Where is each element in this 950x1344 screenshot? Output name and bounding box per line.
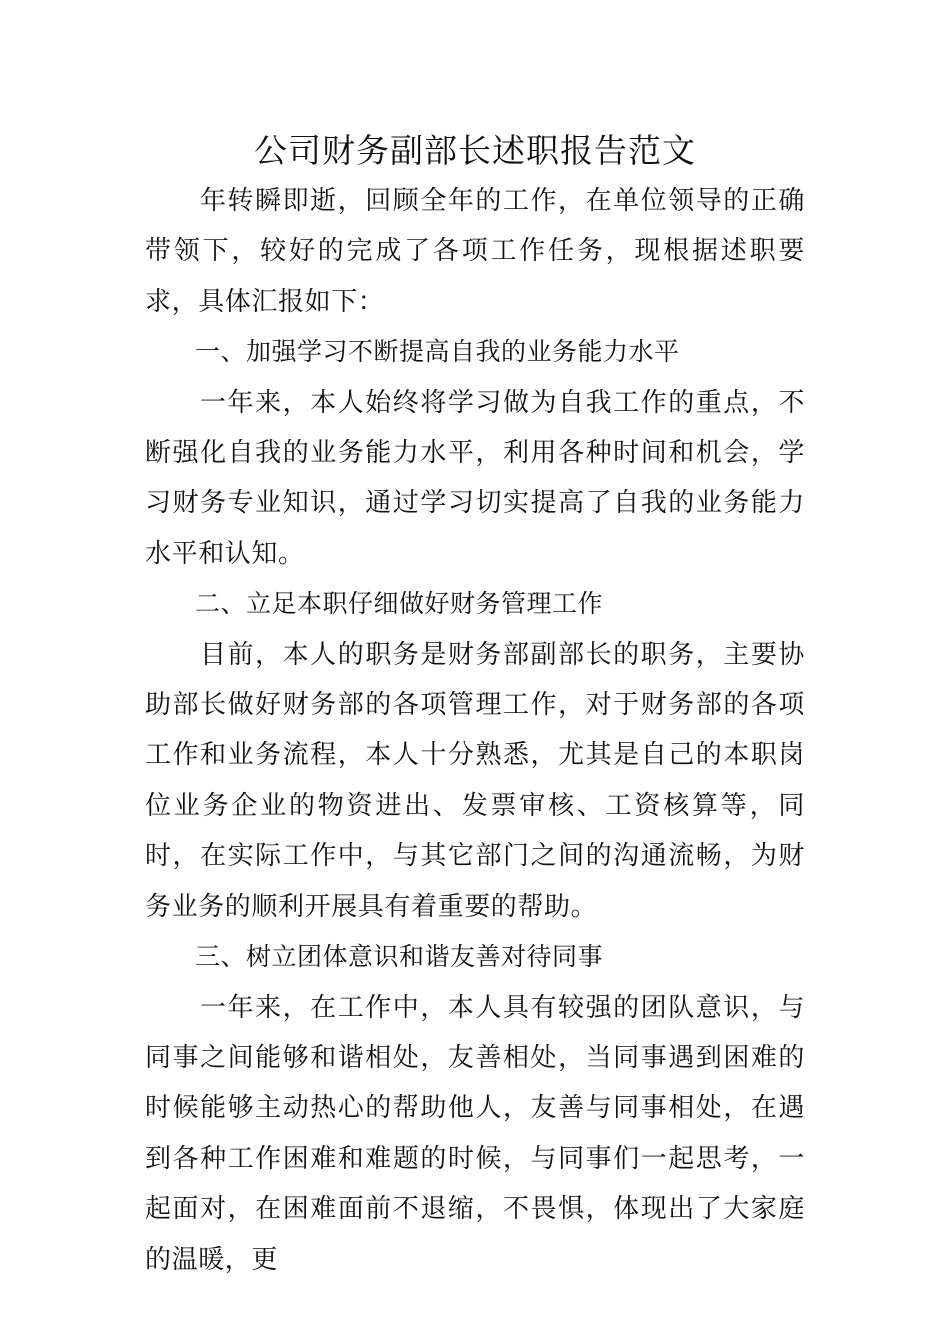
section-3-heading: 三、树立团体意识和谐友善对待同事 bbox=[195, 942, 604, 972]
section-2-paragraph: 目前，本人的职务是财务部副部长的职务，主要协助部长做好财务部的各项管理工作，对于财务部的各项工作和业务流程，本人十分熟悉，尤其是自己的本职岗位业务企业的物资进出、发票审核、工资核算等，同时，在实际工作中，与其它部门之间的沟通流畅，为财务业务的顺利开展具有着重要的帮助。 bbox=[145, 639, 805, 922]
document-body bbox=[145, 176, 805, 1285]
section-1-paragraph: 一年来，本人始终将学习做为自我工作的重点，不断强化自我的业务能力水平，利用各种时间和机会，学习财务专业知识，通过学习切实提高了自我的业务能力水平和认知。 bbox=[145, 387, 805, 569]
document-title: 公司财务副部长述职报告范文 bbox=[254, 131, 696, 170]
section-1-heading: 一、加强学习不断提高自我的业务能力水平 bbox=[195, 337, 680, 367]
section-3-paragraph: 一年来，在工作中，本人具有较强的团队意识，与同事之间能够和谐相处，友善相处，当同事遇到困难的时候能够主动热心的帮助他人，友善与同事相处，在遇到各种工作困难和难题的时候，与同事们一起思考，一起面对，在困难面前不退缩，不畏惧，体现出了大家庭的温暖，更 bbox=[145, 992, 805, 1275]
section-2-heading: 二、立足本职仔细做好财务管理工作 bbox=[195, 589, 604, 619]
intro-paragraph: 年转瞬即逝，回顾全年的工作，在单位领导的正确带领下，较好的完成了各项工作任务，现根据述职要求，具体汇报如下： bbox=[145, 186, 805, 317]
